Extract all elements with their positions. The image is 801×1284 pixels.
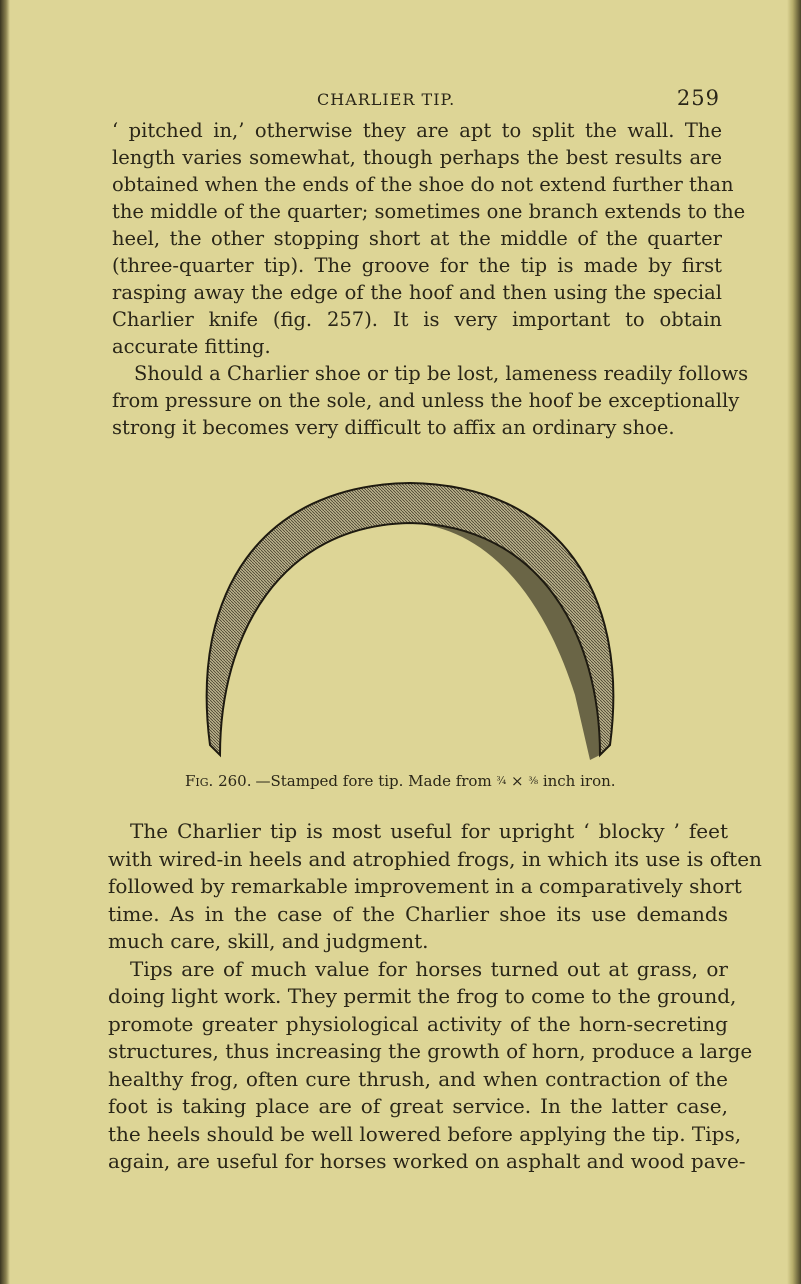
text-line: followed by remarkable improvement in a comparatively short — [108, 874, 742, 898]
caption-text: —Stamped fore tip. Made from — [255, 772, 492, 790]
text-line: strong it becomes very difficult to affix an ordinary shoe. — [112, 416, 675, 439]
text-line: the heels should be well lowered before applying the tip. Tips, — [108, 1121, 742, 1146]
text-line: length varies somewhat, though perhaps the best results are — [112, 146, 722, 169]
running-title: CHARLIER TIP. — [317, 90, 456, 109]
text-line: rasping away the edge of the hoof and then using the special — [112, 281, 722, 304]
caption-text-end: inch iron. — [542, 772, 616, 790]
text-line: Charlier knife (fig. 257). It is very important to obtain — [112, 308, 722, 331]
text-line: ‘ pitched in,’ otherwise they are apt to split the wall. The — [112, 119, 722, 142]
page-edge-shadow — [787, 0, 801, 1284]
caption-fraction: ⅜ — [528, 776, 539, 787]
running-header — [112, 88, 720, 112]
text-line: the middle of the quarter; sometimes one branch extends to the — [112, 200, 746, 223]
text-line: Tips are of much value for horses turned out at grass, or — [130, 956, 728, 981]
text-line: again, are useful for horses worked on asphalt and wood pave- — [108, 1149, 746, 1173]
text-line: much care, skill, and judgment. — [108, 929, 429, 953]
horseshoe-tip-illustration — [180, 475, 640, 765]
text-line: heel, the other stopping short at the middle of the quarter — [112, 227, 722, 250]
text-line: healthy frog, often cure thrush, and when contraction of the — [108, 1066, 728, 1091]
caption-fraction: ¾ — [496, 776, 507, 787]
text-line: Should a Charlier shoe or tip be lost, lameness readily follows — [134, 362, 749, 385]
text-line: obtained when the ends of the shoe do not extend further than — [112, 173, 734, 196]
text-line: (three-quarter tip). The groove for the tip is made by first — [112, 254, 722, 277]
text-line: doing light work. They permit the frog to come to the ground, — [108, 984, 737, 1008]
page-number: 259 — [676, 86, 720, 110]
text-line: structures, thus increasing the growth of horn, produce a large — [108, 1039, 753, 1063]
text-line: foot is taking place are of great service. In the latter case, — [108, 1094, 728, 1118]
text-line: accurate fitting. — [112, 335, 271, 358]
text-line: The Charlier tip is most useful for upright ‘ blocky ’ feet — [130, 819, 728, 843]
caption-times: × — [510, 772, 524, 790]
text-line: from pressure on the sole, and unless the hoof be exceptionally — [112, 389, 740, 412]
text-block-top — [112, 117, 749, 441]
page-binding-shadow — [0, 0, 10, 1284]
figure-caption — [185, 772, 616, 790]
text-line: time. As in the case of the Charlier shoe its use demands — [108, 901, 728, 926]
text-block-bottom — [108, 818, 762, 1176]
text-line: with wired-in heels and atrophied frogs, in which its use is often — [108, 846, 762, 871]
figure-label: Fig. 260. — [185, 772, 252, 790]
text-line: promote greater physiological activity of the horn-secreting — [108, 1011, 728, 1036]
